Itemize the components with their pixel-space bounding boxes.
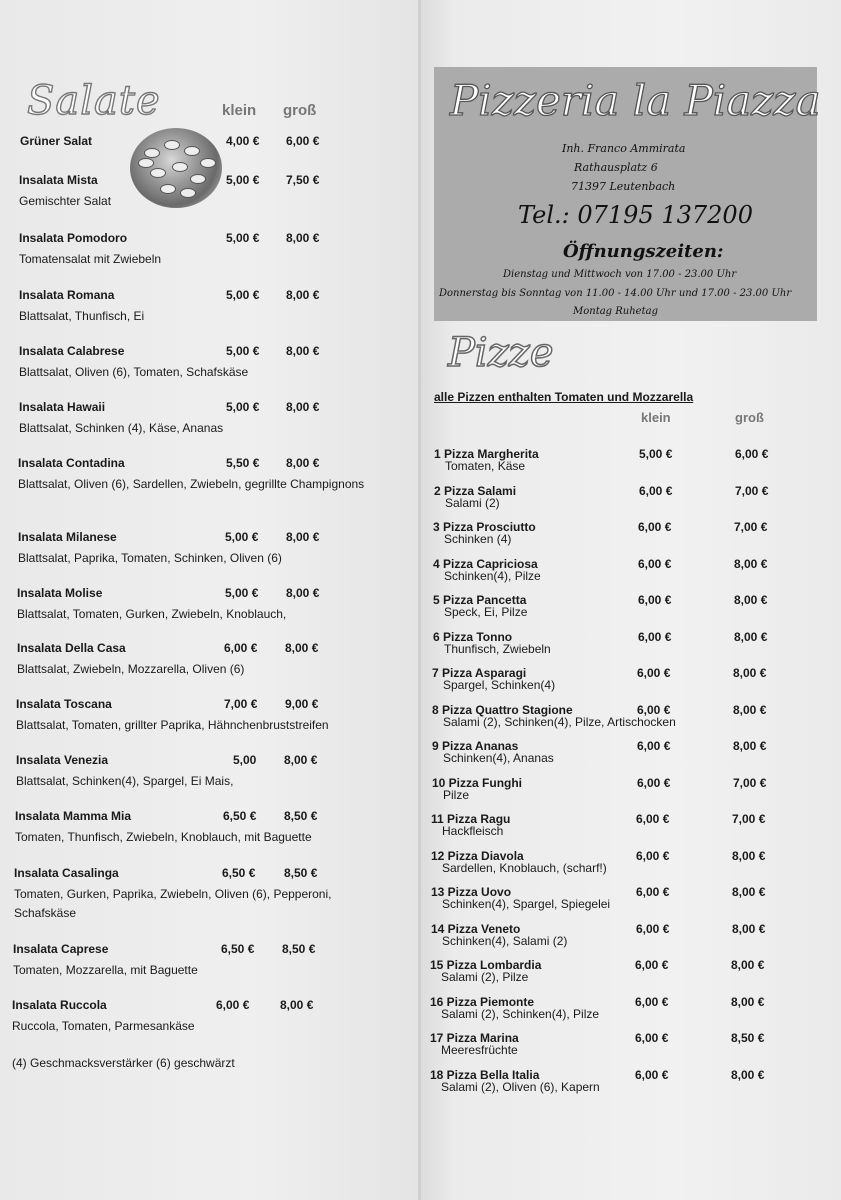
salad-item <box>0 400 420 450</box>
pizza-price-small: 6,00 € <box>639 483 673 498</box>
pizza-name: 2 Pizza Salami <box>434 483 517 498</box>
pizza-price-small: 6,00 € <box>635 1031 669 1045</box>
pizza-price-small: 6,00 € <box>637 775 671 790</box>
pizza-name: 18 Pizza Bella Italia <box>430 1067 540 1082</box>
owner: Inh. Franco Ammirata <box>562 142 686 155</box>
pizza-price-large: 6,00 € <box>735 447 769 461</box>
pizza-description: Speck, Ei, Pilze <box>444 605 528 619</box>
city: 71397 Leutenbach <box>571 180 676 193</box>
salad-name: Grüner Salat <box>20 134 93 148</box>
phone: Tel.: 07195 137200 <box>518 201 753 229</box>
pizza-item <box>431 922 831 956</box>
salad-item <box>0 809 420 859</box>
salad-description: Blattsalat, Oliven (6), Tomaten, Schafskäse <box>19 365 249 379</box>
salad-item <box>0 753 420 803</box>
pizza-price-small: 6,00 € <box>636 812 670 826</box>
salad-price-small: 5,00 <box>233 753 257 767</box>
salad-name: Insalata Hawaii <box>19 400 106 414</box>
pizza-price-small: 6,00 € <box>637 739 671 753</box>
salad-price-large: 8,00 € <box>286 586 320 600</box>
pizza-name: 16 Pizza Piemonte <box>430 994 535 1009</box>
salad-price-large: 8,00 € <box>280 998 314 1012</box>
pizza-item <box>430 1031 830 1065</box>
pizza-price-small: 6,00 € <box>637 666 671 680</box>
footnote: (4) Geschmacksverstärker (6) geschwärzt <box>12 1056 235 1070</box>
salad-name: Insalata Romana <box>19 288 115 302</box>
pizza-price-large: 8,00 € <box>734 556 768 571</box>
salad-price-small: 6,00 € <box>216 998 250 1012</box>
salad-price-small: 5,50 € <box>226 456 260 470</box>
salad-price-large: 8,00 € <box>286 400 320 414</box>
pizza-name: 15 Pizza Lombardia <box>430 958 542 972</box>
pizza-price-small: 6,00 € <box>637 702 671 717</box>
salad-price-small: 5,00 € <box>226 231 260 245</box>
pizza-name: 6 Pizza Tonno <box>433 629 513 644</box>
pizza-item <box>430 958 830 992</box>
salad-name: Insalata Venezia <box>16 753 109 767</box>
salad-description: Tomaten, Mozzarella, mit Baguette <box>13 963 198 977</box>
salad-price-large: 8,00 € <box>286 288 320 302</box>
pizza-name: 10 Pizza Funghi <box>432 775 523 790</box>
pizza-name: 17 Pizza Marina <box>430 1031 519 1045</box>
salad-item <box>0 697 420 747</box>
pizza-description: Schinken(4), Ananas <box>443 751 554 765</box>
salad-price-large: 6,00 € <box>286 134 320 148</box>
salad-item <box>0 231 420 281</box>
pizza-description: Schinken(4), Spargel, Spiegelei <box>442 897 611 911</box>
salad-name: Insalata Molise <box>17 586 103 600</box>
pizza-price-small: 6,00 € <box>635 994 669 1009</box>
salad-item <box>0 456 420 506</box>
pizze-note: alle Pizzen enthalten Tomaten und Mozzarella <box>434 390 694 404</box>
pizza-item <box>433 520 833 554</box>
pizza-name: 9 Pizza Ananas <box>432 739 519 753</box>
pizza-item <box>432 703 832 737</box>
salad-description: Blattsalat, Tomaten, grillter Paprika, Hähnchenbruststreifen <box>16 718 329 732</box>
pizza-price-large: 8,00 € <box>734 629 768 644</box>
salad-item <box>0 344 420 394</box>
hours-line-2: Donnerstag bis Sonntag von 11.00 - 14.00 Uhr und 17.00 - 23.00 Uhr <box>439 288 792 299</box>
pizza-item <box>432 739 832 773</box>
pizza-name: 4 Pizza Capriciosa <box>433 556 538 571</box>
salate-col-small: klein <box>222 102 257 119</box>
pizza-description: Salami (2), Schinken(4), Pilze <box>441 1006 600 1021</box>
pizza-price-large: 8,00 € <box>733 739 767 753</box>
pizza-description: Schinken(4), Pilze <box>444 568 541 583</box>
salad-price-small: 5,00 € <box>225 530 259 544</box>
salad-description: Blattsalat, Schinken(4), Spargel, Ei Mais, <box>16 774 234 788</box>
pizza-price-small: 6,00 € <box>635 1067 669 1082</box>
salad-price-small: 7,00 € <box>224 697 258 711</box>
salad-price-small: 5,00 € <box>226 173 260 187</box>
pizza-price-small: 6,00 € <box>636 921 670 936</box>
pizza-price-large: 8,00 € <box>731 994 765 1009</box>
salad-description: Blattsalat, Oliven (6), Sardellen, Zwiebeln, gegrillte Champignons <box>18 477 365 491</box>
salad-name: Insalata Calabrese <box>19 344 125 358</box>
pizza-item <box>431 885 831 919</box>
restaurant-name: Pizzeria la Piazza <box>450 76 821 125</box>
hours-line-3: Montag Ruhetag <box>573 306 658 317</box>
pizza-price-small: 5,00 € <box>639 447 673 461</box>
pizza-price-small: 6,00 € <box>638 520 672 534</box>
salad-name: Insalata Casalinga <box>14 866 119 880</box>
salad-name: Insalata Milanese <box>18 530 117 544</box>
salad-description: Gemischter Salat <box>19 194 112 208</box>
pizza-item <box>430 995 830 1029</box>
salad-price-small: 5,00 € <box>226 288 260 302</box>
pizza-name: 14 Pizza Veneto <box>431 921 521 936</box>
pizza-price-small: 6,00 € <box>636 848 670 863</box>
pizza-name: 3 Pizza Prosciutto <box>433 520 536 534</box>
pizza-item <box>430 1068 830 1102</box>
salad-item <box>0 942 420 992</box>
pizza-price-large: 8,00 € <box>731 1067 765 1082</box>
salad-description: Blattsalat, Zwiebeln, Mozzarella, Oliven (6) <box>17 662 245 676</box>
salad-price-large: 8,50 € <box>282 942 316 956</box>
salad-description: Tomaten, Thunfisch, Zwiebeln, Knoblauch, mit Baguette <box>15 830 312 844</box>
salad-price-small: 6,50 € <box>221 942 255 956</box>
salad-price-small: 6,50 € <box>222 866 256 880</box>
street: Rathausplatz 6 <box>574 161 658 174</box>
salad-name: Insalata Ruccola <box>12 998 107 1012</box>
hours-line-1: Dienstag und Mittwoch von 17.00 - 23.00 Uhr <box>503 269 737 280</box>
pizza-item <box>432 776 832 810</box>
pizza-price-large: 8,00 € <box>733 666 767 680</box>
pizza-description: Salami (2), Schinken(4), Pilze, Artischocken <box>443 714 676 729</box>
pizza-price-large: 8,00 € <box>734 593 768 607</box>
pizza-price-large: 8,00 € <box>733 702 767 717</box>
salad-item <box>0 530 420 580</box>
salad-price-small: 6,00 € <box>224 641 258 655</box>
salad-price-large: 8,00 € <box>286 456 320 470</box>
salad-name: Insalata Contadina <box>18 456 125 470</box>
hours-heading: Öffnungszeiten: <box>563 241 724 262</box>
pizza-price-small: 6,00 € <box>636 885 670 899</box>
pizza-price-large: 8,50 € <box>731 1031 765 1045</box>
pizza-description: Schinken (4) <box>444 532 512 546</box>
pizza-name: 12 Pizza Diavola <box>431 848 524 863</box>
pizze-col-large: groß <box>735 410 764 425</box>
salad-item <box>0 586 420 636</box>
salad-item <box>0 641 420 691</box>
pizza-item <box>431 812 831 846</box>
pizza-price-small: 6,00 € <box>638 556 672 571</box>
pizza-item <box>433 593 833 627</box>
salad-item <box>0 998 420 1048</box>
salad-price-small: 5,00 € <box>226 400 260 414</box>
salad-description: Blattsalat, Paprika, Tomaten, Schinken, Oliven (6) <box>18 551 282 565</box>
salad-price-large: 8,00 € <box>285 641 319 655</box>
salad-price-large: 8,00 € <box>284 753 318 767</box>
pizza-description: Thunfisch, Zwiebeln <box>444 641 551 656</box>
pizza-price-large: 8,00 € <box>731 958 765 972</box>
pizza-description: Salami (2), Pilze <box>441 970 529 984</box>
pizza-item <box>434 447 834 481</box>
pizza-name: 8 Pizza Quattro Stagione <box>432 702 573 717</box>
salad-price-small: 6,50 € <box>223 809 257 823</box>
salad-price-large: 8,00 € <box>286 231 320 245</box>
salad-description: Blattsalat, Schinken (4), Käse, Ananas <box>19 421 224 435</box>
salad-description: Blattsalat, Thunfisch, Ei <box>19 309 145 323</box>
pizza-price-large: 8,00 € <box>732 848 766 863</box>
salad-name: Insalata Della Casa <box>17 641 126 655</box>
pizza-price-small: 6,00 € <box>638 629 672 644</box>
salad-name: Insalata Caprese <box>13 942 109 956</box>
pizza-description: Sardellen, Knoblauch, (scharf!) <box>442 860 607 875</box>
salad-price-large: 8,50 € <box>284 809 318 823</box>
salad-item <box>0 173 420 223</box>
pizza-description: Salami (2) <box>445 495 500 510</box>
pizza-price-large: 7,00 € <box>734 520 768 534</box>
pizza-description: Hackfleisch <box>442 824 504 838</box>
salad-name: Insalata Mamma Mia <box>15 809 132 823</box>
salate-col-large: groß <box>283 102 317 119</box>
salad-description: Tomaten, Gurken, Paprika, Zwiebeln, Oliven (6), Pepperoni, Schafskäse <box>14 887 332 920</box>
pizza-description: Schinken(4), Salami (2) <box>442 933 568 948</box>
pizza-name: 1 Pizza Margherita <box>434 447 539 461</box>
pizza-price-large: 7,00 € <box>735 483 769 498</box>
pizza-name: 7 Pizza Asparagi <box>432 666 527 680</box>
salad-price-small: 4,00 € <box>226 134 260 148</box>
salad-price-large: 7,50 € <box>286 173 320 187</box>
salad-description: Ruccola, Tomaten, Parmesankäse <box>12 1019 195 1033</box>
salad-price-large: 8,00 € <box>286 344 320 358</box>
pizza-description: Pilze <box>443 787 470 802</box>
salad-description: Blattsalat, Tomaten, Gurken, Zwiebeln, Knoblauch, <box>17 607 287 621</box>
pizza-name: 5 Pizza Pancetta <box>433 593 527 607</box>
pizza-name: 11 Pizza Ragu <box>431 812 511 826</box>
salad-price-small: 5,00 € <box>225 586 259 600</box>
pizza-item <box>431 849 831 883</box>
pizza-price-large: 7,00 € <box>733 775 767 790</box>
pizza-price-small: 6,00 € <box>635 958 669 972</box>
salad-description: Tomatensalat mit Zwiebeln <box>19 252 162 266</box>
salad-item <box>0 288 420 338</box>
salate-heading: Salate <box>27 78 161 124</box>
salad-price-small: 5,00 € <box>226 344 260 358</box>
salad-price-large: 8,50 € <box>284 866 318 880</box>
pizza-description: Meeresfrüchte <box>441 1043 518 1057</box>
salad-item <box>0 866 420 920</box>
salad-name: Insalata Pomodoro <box>19 231 128 245</box>
pizza-description: Tomaten, Käse <box>445 459 526 473</box>
pizza-item <box>434 484 834 518</box>
salad-name: Insalata Toscana <box>16 697 112 711</box>
salad-price-large: 9,00 € <box>285 697 319 711</box>
pizza-name: 13 Pizza Uovo <box>431 885 512 899</box>
pizza-item <box>432 666 832 700</box>
pizze-col-small: klein <box>641 410 671 425</box>
pizza-description: Spargel, Schinken(4) <box>443 678 556 692</box>
pizza-price-large: 7,00 € <box>732 812 766 826</box>
salad-price-large: 8,00 € <box>286 530 320 544</box>
pizza-item <box>433 557 833 591</box>
pizza-price-large: 8,00 € <box>732 885 766 899</box>
pizza-price-large: 8,00 € <box>732 921 766 936</box>
pizza-price-small: 6,00 € <box>638 593 672 607</box>
pizze-heading: Pizze <box>448 330 554 376</box>
pizza-item <box>433 630 833 664</box>
salad-name: Insalata Mista <box>19 173 98 187</box>
pizza-description: Salami (2), Oliven (6), Kapern <box>441 1079 600 1094</box>
